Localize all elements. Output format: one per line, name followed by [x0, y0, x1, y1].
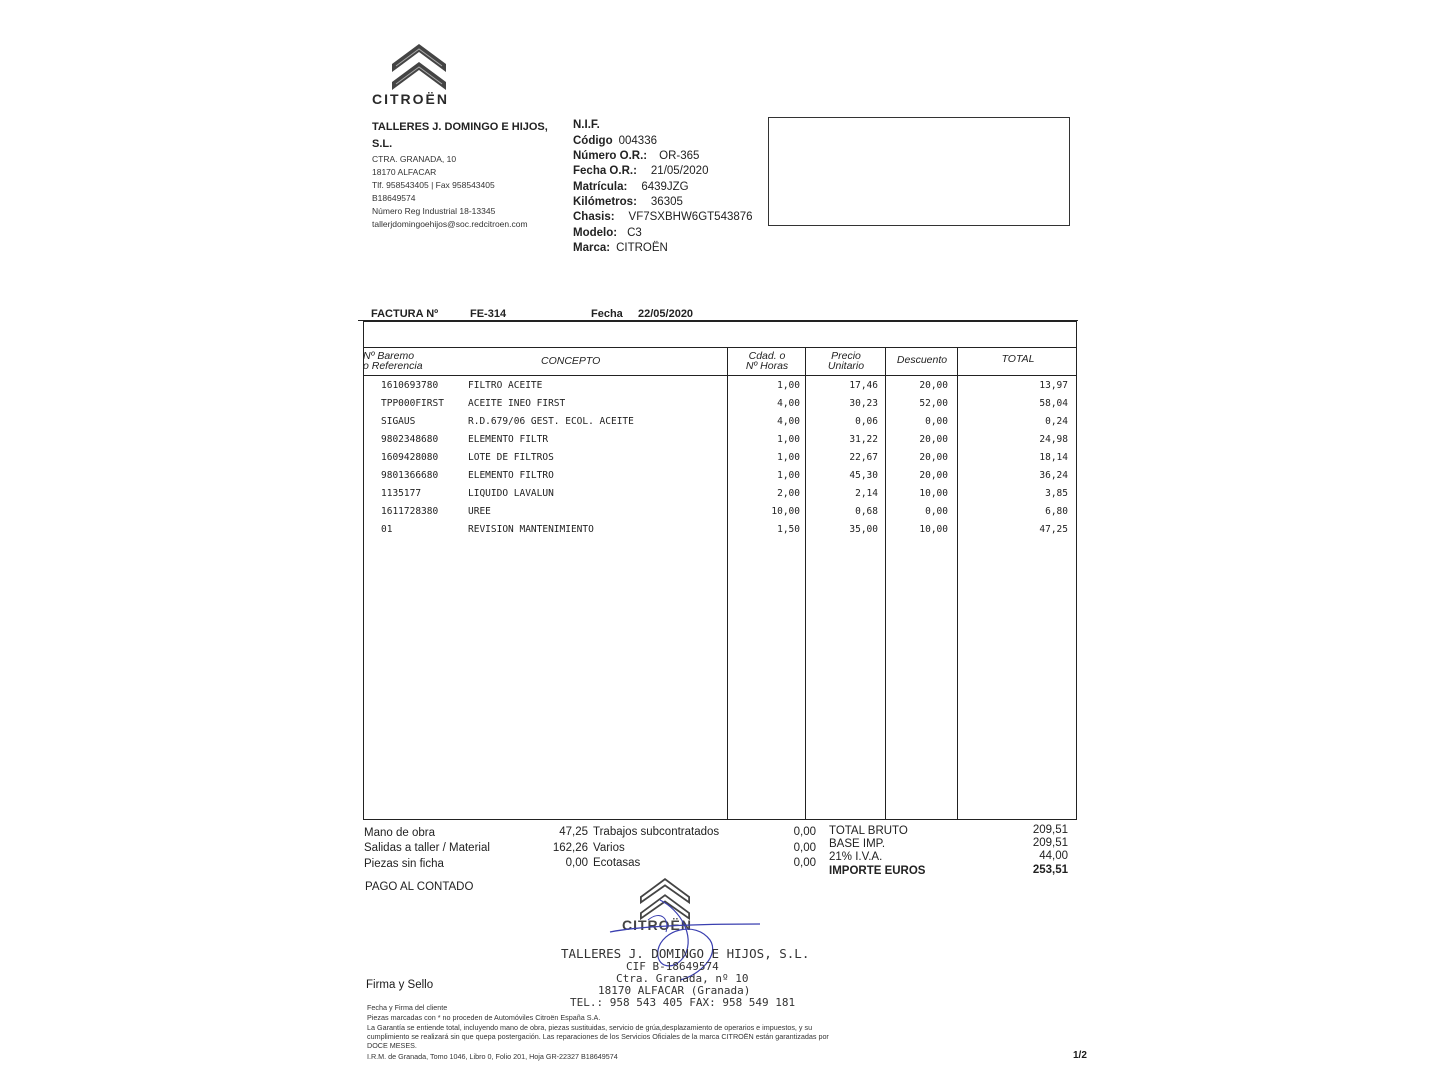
company-phone-fax: Tlf. 958543405 | Fax 958543405	[372, 180, 495, 190]
company-city: 18170 ALFACAR	[372, 167, 437, 177]
row-precio-unitario: 2,14	[855, 488, 878, 499]
stamp-phone: TEL.: 958 543 405 FAX: 958 549 181	[570, 996, 796, 1009]
row-concepto: REVISION MANTENIMIENTO	[468, 524, 594, 535]
header-concepto: CONCEPTO	[541, 355, 601, 367]
row-reference: 1609428080	[381, 452, 439, 463]
row-reference: SIGAUS	[381, 416, 416, 427]
varios-value: 0,00	[793, 842, 816, 854]
row-reference: 1611728380	[381, 506, 439, 517]
trabajos-label: Trabajos subcontratados	[593, 826, 720, 838]
row-descuento: 0,00	[925, 416, 948, 427]
legal-note-garantia-2: cumplimiento se realizará sin que quepa postergación. Las reparaciones de los Servicios Oficiales de la marca CITROËN están garantizadas por	[367, 1032, 829, 1041]
mano-obra-value: 47,25	[559, 826, 588, 838]
legal-note-garantia-1: La Garantía se entiende total, incluyendo mano de obra, piezas sustituidas, servicio de grúa,desplazamiento de operarios e impuestos, y su	[367, 1023, 813, 1032]
company-address: CTRA. GRANADA, 10	[372, 154, 457, 164]
ecotasas-label: Ecotasas	[593, 857, 641, 869]
row-cantidad: 2,00	[777, 488, 800, 499]
row-cantidad: 1,00	[777, 434, 800, 445]
stamp-city: 18170 ALFACAR (Granada)	[598, 984, 751, 997]
row-total: 18,14	[1039, 452, 1068, 463]
salidas-value: 162,26	[552, 842, 588, 854]
trabajos-value: 0,00	[793, 826, 816, 838]
row-precio-unitario: 0,68	[855, 506, 878, 517]
piezas-value: 0,00	[565, 857, 588, 869]
row-cantidad: 1,00	[777, 452, 800, 463]
header-ref: Nº Baremo o Referencia	[363, 350, 423, 372]
row-concepto: ELEMENTO FILTRO	[468, 470, 554, 481]
row-total: 47,25	[1039, 524, 1068, 535]
legal-note-piezas: Piezas marcadas con * no proceden de Automóviles Citroën España S.A.	[367, 1013, 601, 1022]
row-descuento: 20,00	[919, 434, 948, 445]
citroen-logo-icon	[388, 36, 450, 92]
piezas-label: Piezas sin ficha	[364, 858, 444, 870]
row-total: 13,97	[1039, 380, 1068, 391]
base-imponible-value: 209,51	[1032, 837, 1068, 849]
row-cantidad: 1,00	[777, 470, 800, 481]
row-precio-unitario: 17,46	[849, 380, 878, 391]
column-divider	[727, 348, 728, 820]
matricula-field: Matrícula: 6439JZG	[573, 181, 689, 193]
row-total: 58,04	[1039, 398, 1068, 409]
header-descuento: Descuento	[896, 354, 948, 366]
row-descuento: 20,00	[919, 380, 948, 391]
row-cantidad: 10,00	[771, 506, 800, 517]
base-imponible-label: BASE IMP.	[829, 838, 886, 850]
header-total: TOTAL	[1001, 353, 1035, 365]
marca-field: Marca: CITROËN	[573, 242, 668, 254]
row-concepto: ACEITE INEO FIRST	[468, 398, 566, 409]
kilometros-field: Kilómetros: 36305	[573, 196, 683, 208]
column-divider	[805, 348, 806, 820]
row-cantidad: 4,00	[777, 416, 800, 427]
invoice-lines-table	[363, 321, 1077, 820]
row-concepto: ELEMENTO FILTR	[468, 434, 549, 445]
stamp-company: TALLERES J. DOMINGO E HIJOS, S.L.	[561, 946, 810, 961]
row-concepto: UREE	[468, 506, 491, 517]
total-bruto-label: TOTAL BRUTO	[829, 825, 908, 837]
page-number: 1/2	[1073, 1050, 1087, 1061]
header-precio: Precio Unitario	[827, 350, 865, 372]
table-header-bottom-rule	[363, 375, 1077, 376]
legal-note-garantia-3: DOCE MESES.	[367, 1041, 417, 1050]
invoice-date: 22/05/2020	[638, 308, 694, 320]
row-descuento: 10,00	[919, 524, 948, 535]
brand-wordmark: CITROËN	[372, 91, 449, 107]
stamp-cif: CIF B-18649574	[626, 960, 719, 973]
company-email: tallerjdomingoehijos@soc.redcitroen.com	[372, 219, 528, 229]
row-reference: 9802348680	[381, 434, 439, 445]
row-reference: 1135177	[381, 488, 422, 499]
row-cantidad: 4,00	[777, 398, 800, 409]
row-descuento: 20,00	[919, 452, 948, 463]
mano-obra-label: Mano de obra	[364, 827, 435, 839]
company-cif: B18649574	[372, 193, 416, 203]
row-concepto: LOTE DE FILTROS	[468, 452, 554, 463]
company-registry: Número Reg Industrial 18-13345	[372, 206, 496, 216]
row-concepto: R.D.679/06 GEST. ECOL. ACEITE	[468, 416, 634, 427]
client-address-box	[768, 117, 1070, 226]
importe-euros-value: 253,51	[1032, 864, 1068, 876]
row-descuento: 20,00	[919, 470, 948, 481]
column-divider	[885, 348, 886, 820]
row-precio-unitario: 45,30	[849, 470, 878, 481]
company-name: TALLERES J. DOMINGO E HIJOS,	[372, 121, 548, 133]
iva-label: 21% I.V.A.	[829, 851, 883, 863]
invoice-number: FE-314	[470, 308, 507, 320]
row-precio-unitario: 0,06	[855, 416, 878, 427]
ecotasas-value: 0,00	[793, 857, 816, 869]
row-total: 24,98	[1039, 434, 1068, 445]
row-precio-unitario: 30,23	[849, 398, 878, 409]
row-descuento: 52,00	[919, 398, 948, 409]
row-descuento: 0,00	[925, 506, 948, 517]
firma-sello-label: Firma y Sello	[366, 979, 434, 991]
stamp-wordmark: CITROËN	[622, 917, 692, 933]
header-cantidad: Cdad. o Nº Horas	[745, 350, 789, 372]
or-number-field: Número O.R.: OR-365	[573, 150, 700, 162]
row-precio-unitario: 22,67	[849, 452, 878, 463]
total-bruto-value: 209,51	[1032, 824, 1068, 836]
table-header-top-rule	[363, 347, 1077, 348]
varios-label: Varios	[593, 842, 625, 854]
company-name-suffix: S.L.	[372, 138, 393, 150]
row-precio-unitario: 35,00	[849, 524, 878, 535]
row-reference: TPP000FIRST	[381, 398, 444, 409]
row-concepto: FILTRO ACEITE	[468, 380, 543, 391]
fecha-firma-cliente: Fecha y Firma del cliente	[367, 1003, 448, 1012]
modelo-field: Modelo: C3	[573, 227, 642, 239]
row-total: 36,24	[1039, 470, 1068, 481]
row-reference: 01	[381, 524, 393, 535]
invoice-label: FACTURA Nº	[371, 308, 439, 320]
row-cantidad: 1,50	[777, 524, 800, 535]
importe-euros-label: IMPORTE EUROS	[829, 865, 926, 877]
row-total: 3,85	[1045, 488, 1068, 499]
nif-field: N.I.F.	[573, 119, 600, 131]
salidas-label: Salidas a taller / Material	[364, 842, 490, 854]
column-divider	[957, 348, 958, 820]
codigo-field: Código 004336	[573, 135, 657, 147]
row-precio-unitario: 31,22	[849, 434, 878, 445]
invoice-date-label: Fecha	[591, 308, 623, 320]
row-reference: 9801366680	[381, 470, 439, 481]
row-total: 0,24	[1045, 416, 1068, 427]
row-descuento: 10,00	[919, 488, 948, 499]
or-date-field: Fecha O.R.: 21/05/2020	[573, 165, 709, 177]
row-reference: 1610693780	[381, 380, 439, 391]
row-cantidad: 1,00	[777, 380, 800, 391]
iva-value: 44,00	[1039, 850, 1068, 862]
stamp-address: Ctra. Granada, nº 10	[616, 972, 749, 985]
row-concepto: LIQUIDO LAVALUN	[468, 488, 554, 499]
legal-note-registro: I.R.M. de Granada, Tomo 1046, Libro 0, Folio 201, Hoja GR-22327 B18649574	[367, 1052, 618, 1061]
row-total: 6,80	[1045, 506, 1068, 517]
payment-method: PAGO AL CONTADO	[365, 881, 474, 893]
chasis-field: Chasis: VF7SXBHW6GT543876	[573, 211, 753, 223]
